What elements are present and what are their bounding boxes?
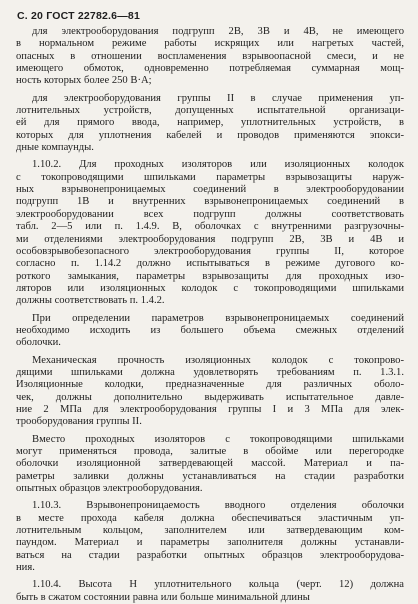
paragraph (16, 93, 404, 155)
text-line: роткого замыкания, параметры взрывозащиты для проходных изо- (16, 270, 404, 282)
text-line: дящими шпильками должна удовлетворять требованиям п. 1.3.1. (16, 366, 404, 378)
text-line: в месте прохода кабеля должна обеспечиваться эластичным уп- (16, 512, 404, 524)
paragraph (16, 355, 404, 429)
text-line: подгрупп 1В и внутренних взрывонепроницаемых соединений в (16, 196, 404, 208)
text-line: согласно п. 1.14.2 должно испытываться в режиме дугового ко- (16, 258, 404, 270)
text-line: могут применяться провода, залитые в обойме или перегородке (16, 446, 404, 457)
text-line: лотнительным кольцом, заполнителем или затвердевающим ком- (16, 525, 404, 537)
text-line: чек, должны дополнительно выдерживать испытательное давле- (16, 391, 404, 403)
text-line: особовзрывобезопасного электрооборудования группы II, которое (16, 245, 404, 257)
text-line: которых для уплотнения кабелей и проводов применяются эпокси- (16, 129, 404, 141)
text-line: Вместо проходных изоляторов с токопроводящими шпильками (32, 433, 404, 445)
text-line: раметры заливки должны устанавливаться на стадии разработки (16, 470, 404, 482)
text-line: ние 2 МПа для электрооборудования группы I и 3 МПа для элек- (16, 403, 404, 415)
paragraph (16, 434, 404, 496)
text-line: дные компаунды. (16, 142, 94, 154)
text-line: Изоляционные колодки, предназначенные для различных оболо- (16, 379, 404, 391)
text-line: оболочки изоляционной затвердевающей массой. Материал и па- (16, 458, 404, 470)
paragraph (16, 26, 404, 88)
text-line: 1.10.4. Высота Н уплотнительного кольца (черт. 12) должна (32, 579, 404, 591)
paragraph (16, 159, 404, 307)
paragraph (16, 579, 404, 604)
text-line: с токопроводящими шпильками параметры взрывозащиты наруж- (16, 171, 404, 183)
text-line: При определении параметров взрывонепроницаемых соединений (32, 312, 404, 324)
text-line: ность которых более 250 В·А; (16, 75, 152, 87)
paragraph (16, 313, 404, 350)
text-line: в нормальном режиме работы искрящих или нагретых частей, (16, 38, 404, 50)
text-line: должны соответствовать п. 1.4.2. (16, 295, 165, 307)
text-line: опытных образцов электрооборудования. (16, 483, 203, 495)
text-line: имеющего обмоток, одновременно потребляемая суммарная мощ- (16, 63, 404, 75)
text-line: 1.10.3. Взрывонепроницаемость вводного отделения оболочки (32, 500, 404, 512)
text-line: лотнительных устройств, допущенных испытательной организаци- (16, 105, 404, 117)
text-line: необходимо исходить из большего объема смежных отделений (16, 324, 404, 336)
text-line: табл. 2—5 или п. 1.4.9. В, оболочках с внутренними разгрузочны- (16, 221, 404, 233)
page-header: С. 20 ГОСТ 22782.6—81 (17, 10, 140, 22)
text-line: 1.10.2. Для проходных изоляторов или изоляционных колодок (32, 159, 404, 171)
text-line: для электрооборудования группы II в случае применения уп- (32, 92, 404, 104)
text-line: ных взрывонепроницаемых соединений в электрооборудовании (16, 184, 404, 196)
text-line: ми отделениями электрооборудования подгрупп 2В, 3В и 4В и (16, 233, 404, 245)
text-line: электрооборудовании всех подгрупп должны соответствовать (16, 208, 404, 220)
text-line: для электрооборудования подгрупп 2В, 3В и 4В, не имеющего (32, 26, 404, 37)
text-line: ляторов или изоляционных колодок с токопроводящими шпильками (16, 282, 404, 294)
text-line: ния. (16, 562, 35, 574)
text-line: трооборудования группы II. (16, 416, 142, 428)
paragraph (16, 500, 404, 574)
text-line: оболочки. (16, 337, 61, 349)
text-line: ей для прямого ввода, например, уплотнительных устройств, в (16, 117, 404, 129)
body-text (16, 26, 404, 604)
text-line: опасных в отношении воспламенения взрывоопасной смеси, и не (16, 50, 404, 62)
text-line: ваться на стадии разработки опытных образцов электрооборудова- (16, 549, 404, 561)
text-line: Механическая прочность изоляционных колодок с токопрово- (32, 354, 404, 366)
text-line: быть в сжатом состоянии равна или больше минимальной длины (16, 591, 310, 603)
text-line: паундом. Материал и параметры заполнителя должны устанавли- (16, 537, 404, 549)
